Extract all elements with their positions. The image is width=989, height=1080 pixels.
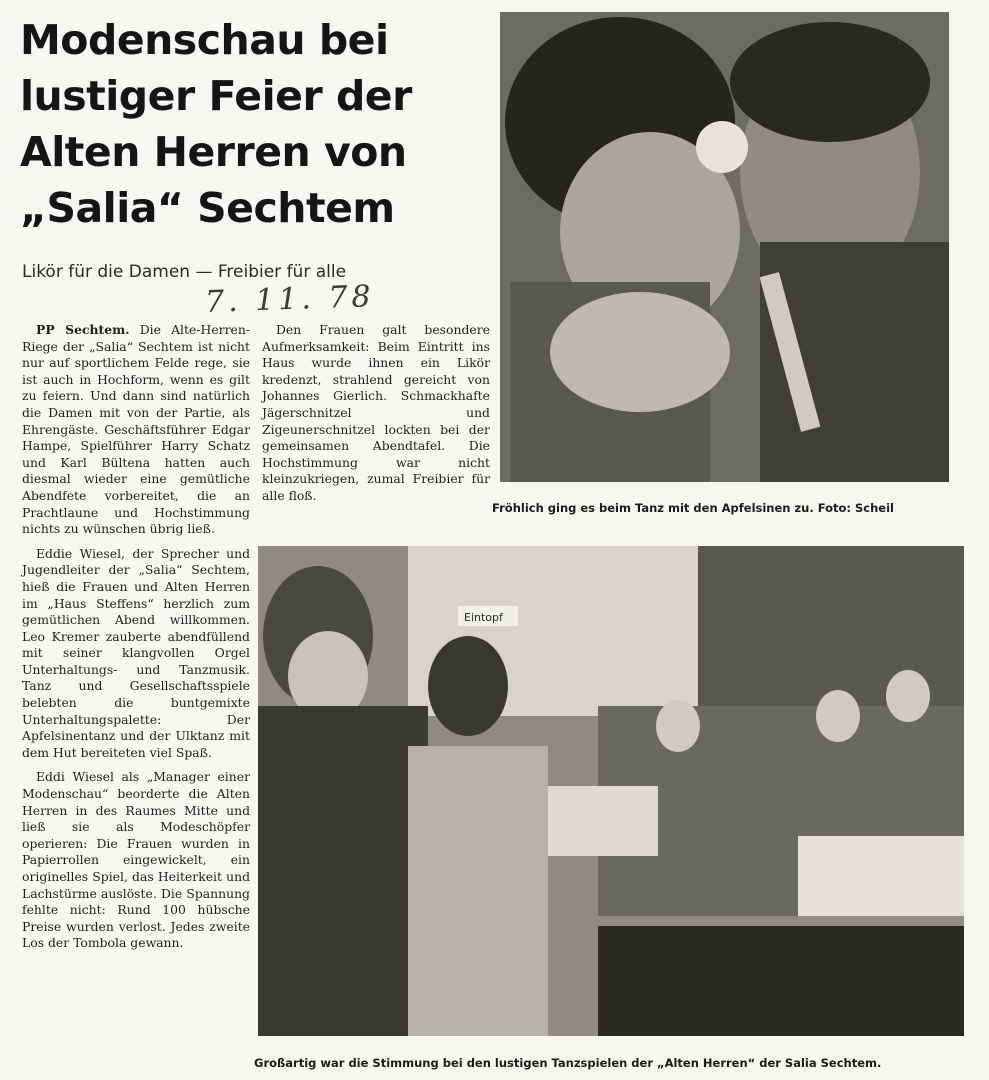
handwritten-date: 7. 11. 78 xyxy=(204,279,376,320)
photo-party-hall xyxy=(258,546,964,1036)
subheadline: Likör für die Damen — Freibier für alle xyxy=(22,262,347,282)
eintopf-sign: Eintopf xyxy=(464,611,503,624)
photo-dancing-couple-image xyxy=(500,12,949,482)
paragraph-text: Die Alte-Herren-Riege der „Salia“ Sechtem ist nicht nur auf sportlichem Felde rege, sie ist auch in Hochform, wenn es gilt zu feiern. Und dann sind natürlich die Damen mit von der Partie, als Ehrengäste. Geschäftsführer Edgar Hampe, Spielführer Harry Schatz und Karl Bültena hatten auch diesmal wieder eine gemütliche Abendfete vorbereitet, die an Prachtlaune und Hochstimmung nichts zu wünschen übrig ließ. xyxy=(22,322,250,537)
paragraph: Eddi Wiesel als „Manager einer Modenschau“ beorderte die Alten Herren in des Raumes Mitte und ließ sie als Modeschöpfer operieren: Die Frauen wurden in Papierrollen eingewickelt, ein originelles Spiel, das Heiterkeit und Lachstürme auslöste. Die Spannung fehlte nicht: Rund 100 hübsche Preise wurden verlost. Jedes zweite Los der Tombola gewann. xyxy=(22,769,250,951)
dateline: PP Sechtem. xyxy=(36,322,130,337)
headline-line: Modenschau bei xyxy=(20,16,389,64)
headline-line: lustiger Feier der xyxy=(20,72,412,120)
article-column-2 xyxy=(262,322,490,513)
photo-party-hall-caption: Großartig war die Stimmung bei den lustigen Tanzspielen der „Alten Herren“ der Salia Sechtem. xyxy=(254,1056,882,1070)
paragraph: Eddie Wiesel, der Sprecher und Jugendleiter der „Salia“ Sechtem, hieß die Frauen und Alten Herren im „Haus Steffens“ herzlich zum gemütlichen Abend willkommen. Leo Kremer zauberte abendfüllend mit seiner klangvollen Orgel Unterhaltungs- und Tanzmusik. Tanz und Gesellschaftsspiele belebten die buntgemixte Unterhaltungspalette: Der Apfelsinentanz und der Ulktanz mit dem Hut bereiteten viel Spaß. xyxy=(22,545,250,760)
paragraph xyxy=(22,322,250,538)
article-column-1 xyxy=(22,322,250,960)
photo-party-hall-image xyxy=(258,546,964,1036)
headline-line: Alten Herren von xyxy=(20,128,407,176)
paragraph: Den Frauen galt besondere Aufmerksamkeit: Beim Eintritt ins Haus wurde ihnen ein Likör kredenzt, strahlend gereicht von Johannes Gierlich. Schmackhafte Jägerschnitzel und Zigeunerschnitzel lockten bei der gemeinsamen Abendtafel. Die Hochstimmung war nicht kleinzukriegen, zumal Freibier für alle floß. xyxy=(262,322,490,503)
photo-dancing-couple-caption: Fröhlich ging es beim Tanz mit den Apfelsinen zu. Foto: Scheil xyxy=(492,501,894,515)
headline-line: „Salia“ Sechtem xyxy=(20,184,395,232)
photo-dancing-couple xyxy=(500,12,949,482)
headline xyxy=(20,12,460,236)
